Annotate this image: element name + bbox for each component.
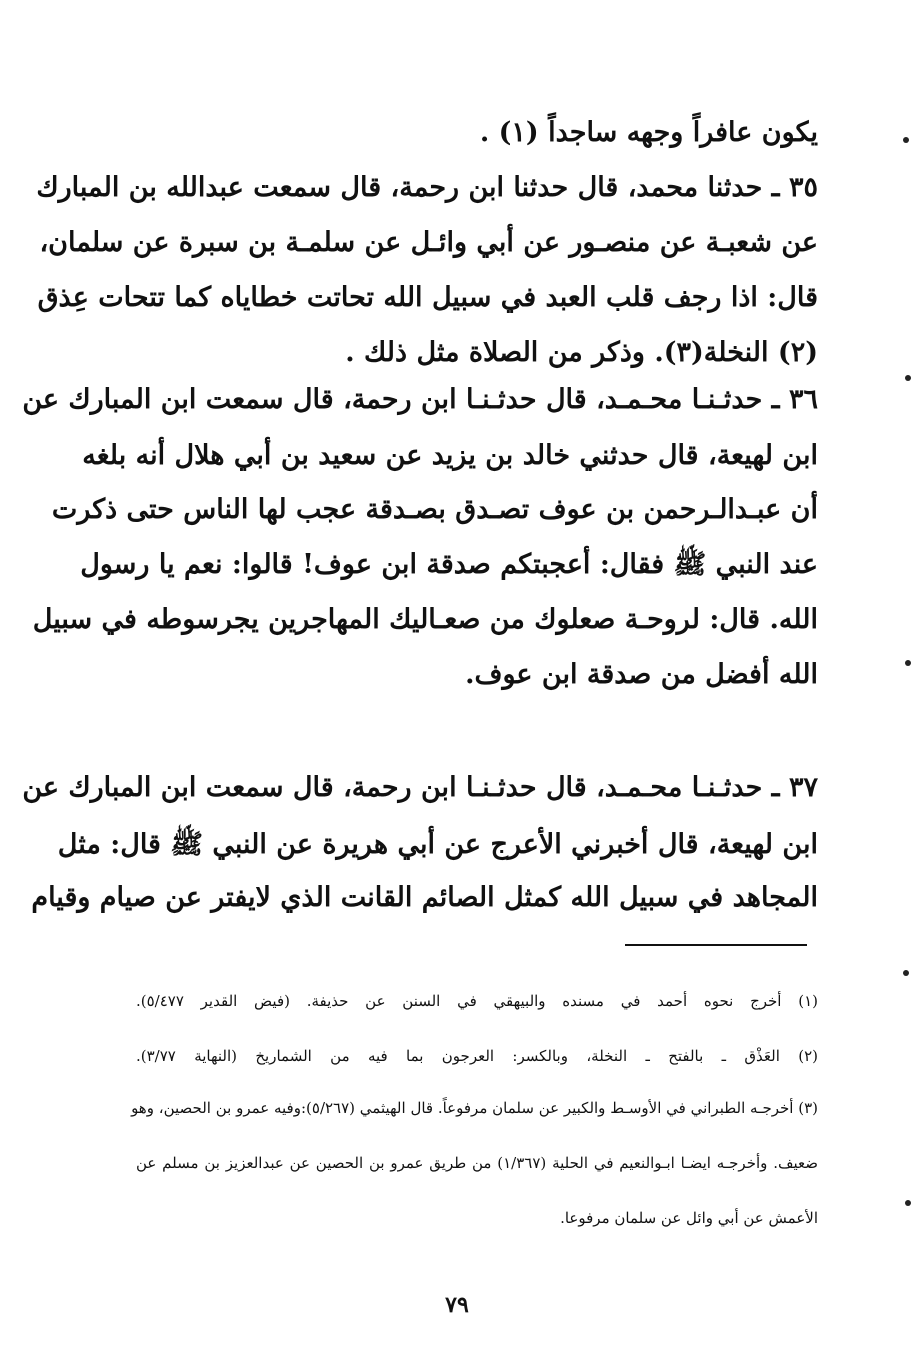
- body-line-12: ٣٧ ـ حدثـنـا محـمـد، قال حدثـنـا ابن رحمة، قال سمعت ابن المبارك عن: [22, 772, 818, 803]
- body-line-14: المجاهد في سبيل الله كمثل الصائم القانت الذي لايفتر عن صيام وقيام: [31, 882, 818, 913]
- footnote-2: (٢) العَذْق ـ بالفتح ـ النخلة، وبالكسر: العرجون بما فيه من الشماريخ (النهاية ٣/٧٧).: [136, 1047, 818, 1065]
- page-number: ٧٩: [445, 1292, 469, 1318]
- body-line-8: أن عبـدالـرحمن بن عوف تصـدق بصـدقة عجب لها الناس حتى ذكرت: [51, 494, 818, 525]
- footnote-3-cont-2: الأعمش عن أبي وائل عن سلمان مرفوعا.: [560, 1209, 818, 1227]
- body-line-1: يكون عافراً وجهه ساجداً (١) .: [479, 117, 818, 148]
- body-line-13: ابن لهيعة، قال أخبرني الأعرج عن أبي هريرة عن النبي ﷺ قال: مثل: [57, 829, 818, 860]
- footnote-3: (٣) أخرجـه الطبراني في الأوسـط والكبير عن سلمان مرفوعاً. قال الهيثمي (٥/٢٦٧):وفيه عمرو بن الحصين، وهو: [131, 1099, 818, 1117]
- body-line-6: ٣٦ ـ حدثـنـا محـمـد، قال حدثـنـا ابن رحمة، قال سمعت ابن المبارك عن: [22, 384, 818, 415]
- footnote-1: (١) أخرج نحوه أحمد في مسنده والبيهقي في السنن عن حذيفة. (فيض القدير ٥/٤٧٧).: [136, 992, 818, 1010]
- body-line-3: عن شعبـة عن منصـور عن أبي وائـل عن سلمـة بن سبرة عن سلمان،: [39, 227, 818, 258]
- margin-mark: [905, 375, 911, 381]
- margin-mark: [903, 137, 909, 143]
- body-line-10: الله. قال: لروحـة صعلوك من صعـاليك المهاجرين يجرسوطه في سبيل: [32, 604, 818, 635]
- body-line-7: ابن لهيعة، قال حدثني خالد بن يزيد عن سعيد بن أبي هلال أنه بلغه: [82, 440, 818, 471]
- body-line-5: (٢) النخلة(٣). وذكر من الصلاة مثل ذلك .: [345, 337, 818, 368]
- margin-mark: [905, 660, 911, 666]
- body-line-9: عند النبي ﷺ فقال: أعجبتكم صدقة ابن عوف! قالوا: نعم يا رسول: [80, 549, 818, 580]
- body-line-2: ٣٥ ـ حدثنا محمد، قال حدثنا ابن رحمة، قال سمعت عبدالله بن المبارك: [36, 172, 818, 203]
- body-line-4: قال: اذا رجف قلب العبد في سبيل الله تحاتت خطاياه كما تتحات عِذق: [37, 282, 818, 313]
- footnote-3-cont-1: ضعيف. وأخرجـه ايضـا ابـوالنعيم في الحلية (١/٣٦٧) من طريق عمرو بن الحصين عن عبدالعزيز بن مسلم عن: [136, 1154, 818, 1172]
- body-line-11: الله أفضل من صدقة ابن عوف.: [465, 659, 818, 690]
- margin-mark: [905, 1200, 911, 1206]
- margin-mark: [903, 970, 909, 976]
- footnote-separator: [625, 944, 807, 946]
